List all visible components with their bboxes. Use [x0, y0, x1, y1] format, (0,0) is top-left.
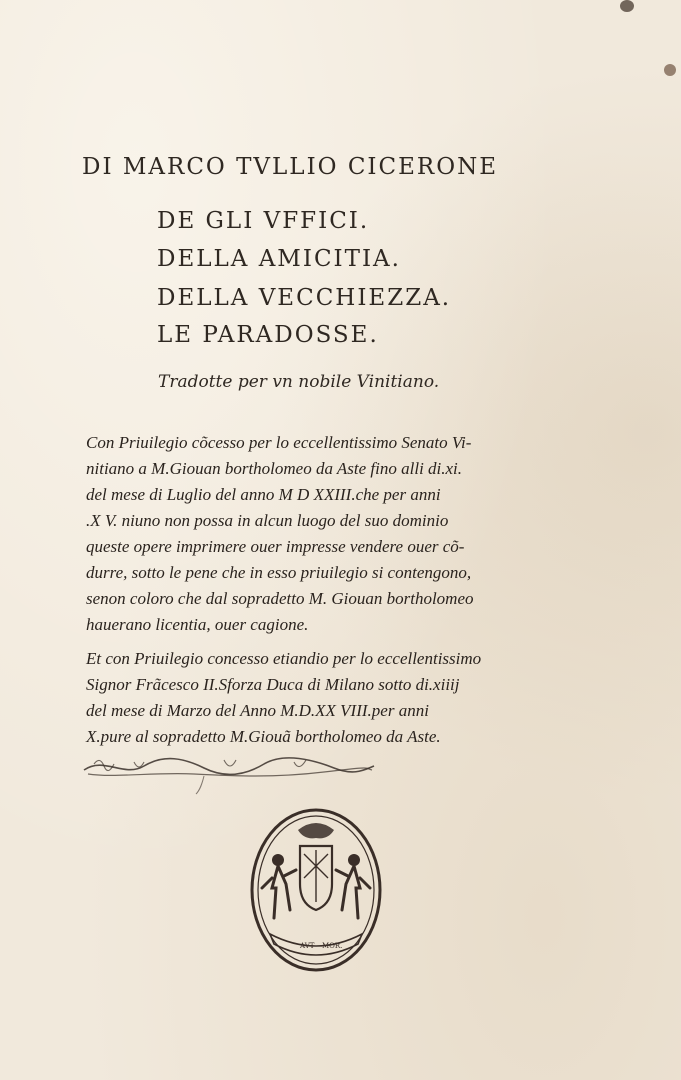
work-title-paradoxes: LE PARADOSSE. — [157, 322, 379, 348]
seal-motto-left: AVT — [300, 942, 315, 950]
translator-line: Tradotte per vn nobile Vinitiano. — [158, 372, 440, 392]
work-title-friendship: DELLA AMICITIA. — [157, 246, 401, 272]
work-title-old-age: DELLA VECCHIEZZA. — [157, 285, 452, 311]
printer-device-seal — [248, 806, 384, 974]
work-title-offices: DE GLI VFFICI. — [157, 208, 370, 234]
privilege-line: durre, sotto le pene che in esso priuilegio si contengono, — [86, 563, 472, 582]
privilege-line: Signor Frãcesco II.Sforza Duca di Milano sotto di.xiiij — [86, 675, 460, 694]
privilege-line: Con Priuilegio cõcesso per lo eccellentissimo Senato Vi- — [86, 433, 472, 452]
privilege-line: del mese di Marzo del Anno M.D.XX VIII.per anni — [86, 701, 429, 720]
privilege-line: .X V. niuno non possa in alcun luogo del suo dominio — [86, 511, 449, 530]
privilege-line: senon coloro che dal sopradetto M. Giouan bortholomeo — [86, 589, 474, 608]
privilege-milan — [86, 646, 556, 750]
privilege-venice — [86, 430, 556, 638]
privilege-line: X.pure al sopradetto M.Giouã bortholomeo da Aste. — [86, 727, 441, 746]
privilege-line: Et con Priuilegio concesso etiandio per lo eccellentissimo — [86, 649, 482, 668]
main-title: DI MARCO TVLLIO CICERONE — [82, 154, 498, 180]
privilege-line: nitiano a M.Giouan bortholomeo da Aste fino alli di.xi. — [86, 459, 463, 478]
privilege-line: hauerano licentia, ouer cagione. — [86, 615, 309, 634]
privilege-line: queste opere imprimere ouer impresse vendere ouer cõ- — [86, 537, 465, 556]
paper-stain — [620, 0, 634, 12]
seal-motto-right: MOR. — [322, 942, 343, 950]
handwritten-signature — [74, 748, 384, 798]
paper-stain — [664, 64, 676, 76]
privilege-line: del mese di Luglio del anno M D XXIII.che per anni — [86, 485, 441, 504]
